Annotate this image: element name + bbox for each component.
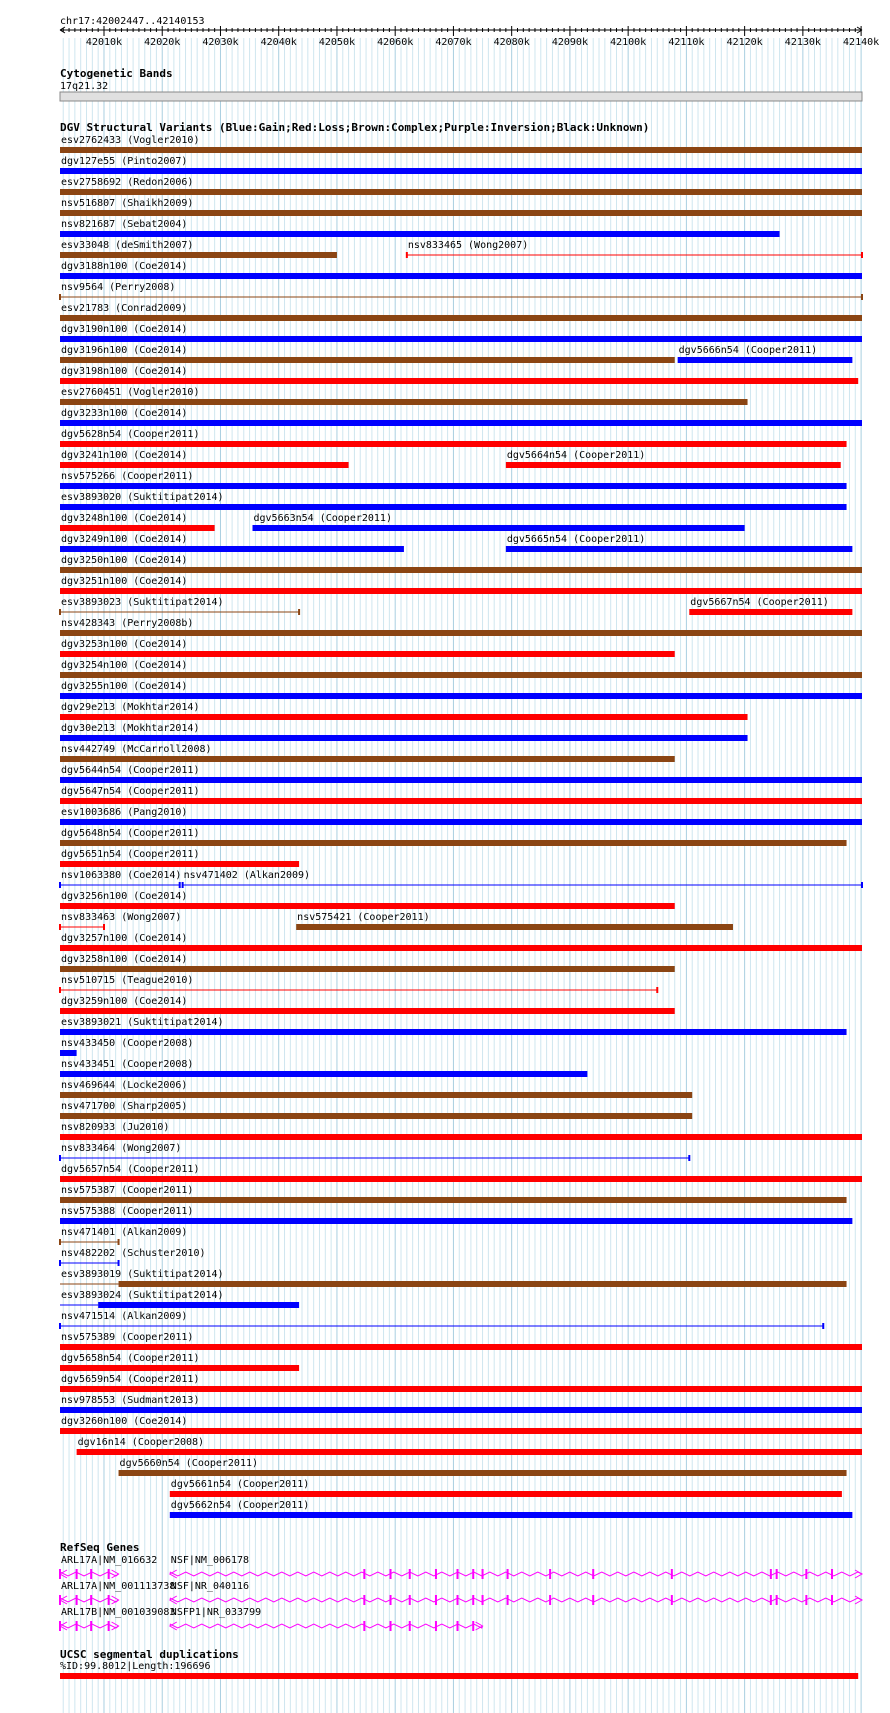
sv-label: nsv575388 (Cooper2011) [61,1206,194,1217]
gene-exon [90,1595,92,1605]
gene-exon [435,1595,437,1605]
sv-label: nsv471514 (Alkan2009) [61,1311,188,1322]
sv-feature-bar[interactable] [60,798,862,804]
sv-label: nsv442749 (McCarroll2008) [61,744,212,755]
sv-feature-bar[interactable] [60,1008,675,1014]
gene-exon [592,1595,594,1605]
gene-exon [409,1621,411,1631]
gene-label: ARL17A|NM_016632 [61,1555,158,1566]
ruler-tick-label: 42010k [85,37,123,48]
sv-label: dgv5647n54 (Cooper2011) [61,786,200,797]
gene-exon [472,1621,474,1631]
gene-exon [457,1569,459,1579]
sv-label: dgv3253n100 (Coe2014) [61,639,188,650]
sv-feature-bar[interactable] [60,777,862,783]
sv-feature-bar[interactable] [60,735,748,741]
sv-label: dgv5665n54 (Cooper2011) [506,534,646,545]
sv-feature-bar[interactable] [60,651,675,657]
sv-feature-bar[interactable] [60,903,675,909]
sv-label: dgv3260n100 (Coe2014) [61,1416,188,1427]
sv-feature-bar[interactable] [60,273,862,279]
sv-label: nsv433451 (Cooper2008) [61,1059,194,1070]
sv-label: dgv3259n100 (Coe2014) [61,996,188,1007]
sv-label: nsv575421 (Cooper2011) [297,912,430,923]
gene-exon [549,1569,551,1579]
sv-feature-bar[interactable] [77,1449,862,1455]
sv-feature-bar[interactable] [60,714,748,720]
gene-exon [76,1569,78,1579]
sv-label: dgv5659n54 (Cooper2011) [61,1374,200,1385]
sv-label: dgv3248n100 (Coe2014) [61,513,188,524]
sv-label: nsv510715 (Teague2010) [61,975,194,986]
sv-feature-bar[interactable] [678,357,853,363]
ruler-tick-label: 42070k [435,37,472,48]
gene-exon [671,1569,673,1579]
sv-label: dgv5648n54 (Cooper2011) [61,828,200,839]
sv-feature-bar[interactable] [60,399,748,405]
gene-intron-line[interactable] [170,1572,862,1576]
sv-feature-bar[interactable] [119,1281,847,1287]
sv-label: nsv516807 (Shaikh2009) [61,198,194,209]
gene-exon [390,1621,392,1631]
gene-exon [90,1621,92,1631]
sv-label: esv3893024 (Suktitipat2014) [61,1290,224,1301]
cyto-band-bar[interactable] [60,92,862,101]
ruler-tick-label: 42060k [377,37,414,48]
gene-exon [76,1621,78,1631]
sv-label: dgv5644n54 (Cooper2011) [61,765,200,776]
sv-label: nsv833463 (Wong2007) [61,912,182,923]
location-label: chr17:42002447..42140153 [60,16,205,27]
sv-feature-bar[interactable] [60,966,675,972]
sv-feature-bar[interactable] [170,1491,842,1497]
sv-label: dgv3198n100 (Coe2014) [61,366,188,377]
gene-exon [507,1595,509,1605]
sv-label: dgv5663n54 (Cooper2011) [253,513,392,524]
gene-exon [457,1621,459,1631]
gene-exon [770,1595,772,1605]
sv-label: dgv3233n100 (Coe2014) [61,408,188,419]
gene-exon [409,1569,411,1579]
gene-exon [435,1569,437,1579]
sv-feature-bar[interactable] [60,1176,862,1182]
gene-label: NSF|NR_040116 [170,1581,250,1592]
sv-label: nsv978553 (Sudmant2013) [61,1395,200,1406]
sv-feature-bar[interactable] [60,462,349,468]
gene-exon [776,1569,778,1579]
sv-feature-bar[interactable] [60,1344,862,1350]
sv-label: nsv821687 (Sebat2004) [61,219,188,230]
gene-intron-line[interactable] [170,1598,862,1602]
sv-label: esv2762433 (Vogler2010) [61,135,200,146]
gene-exon [435,1621,437,1631]
sv-feature-bar[interactable] [60,945,862,951]
sv-label: dgv3256n100 (Coe2014) [61,891,188,902]
sv-feature-bar[interactable] [60,357,675,363]
sv-label: nsv428343 (Perry2008b) [61,618,194,629]
ruler-tick-label: 42040k [260,37,297,48]
dgv-track [60,135,862,1518]
gene-exon [507,1569,509,1579]
sv-feature-bar[interactable] [60,210,862,216]
gene-label: NSFP1|NR_033799 [170,1607,262,1618]
sv-label: dgv3254n100 (Coe2014) [61,660,188,671]
gene-exon [831,1595,833,1605]
gene-exon [472,1569,474,1579]
sv-feature-bar[interactable] [60,1407,862,1413]
ruler-tick-label: 42050k [318,37,356,48]
sv-label: dgv30e213 (Mokhtar2014) [61,723,200,734]
sv-feature-bar[interactable] [506,462,841,468]
sv-label: dgv16n14 (Cooper2008) [77,1437,205,1448]
sv-label: dgv5667n54 (Cooper2011) [690,597,829,608]
gene-exon [76,1595,78,1605]
sv-label: dgv3251n100 (Coe2014) [61,576,188,587]
sv-label: esv3893019 (Suktitipat2014) [61,1269,224,1280]
gene-exon [671,1595,673,1605]
gene-exon [409,1595,411,1605]
sv-feature-bar[interactable] [60,504,847,510]
gene-exon [805,1595,807,1605]
sv-label: nsv833464 (Wong2007) [61,1143,182,1154]
cyto-band-label: 17q21.32 [60,81,109,92]
sv-feature-bar[interactable] [60,483,847,489]
gene-exon [108,1595,110,1605]
sv-label: esv33048 (deSmith2007) [61,240,194,251]
sv-feature-bar[interactable] [60,630,862,636]
sv-feature-bar[interactable] [60,441,847,447]
sv-feature-bar[interactable] [60,567,862,573]
ruler-tick-label: 42120k [726,37,763,48]
sv-label: dgv5658n54 (Cooper2011) [61,1353,200,1364]
sv-feature-bar[interactable] [689,609,852,615]
gene-exon [363,1569,365,1579]
gene-label: NSF|NM_006178 [170,1555,250,1566]
gene-exon [363,1595,365,1605]
sv-label: dgv3258n100 (Coe2014) [61,954,188,965]
cyto-track-title: Cytogenetic Bands [60,67,173,80]
ruler-tick-label: 42030k [202,37,239,48]
sv-feature-bar[interactable] [60,546,404,552]
ruler-tick-label: 42020k [144,37,181,48]
sv-feature-bar[interactable] [119,1470,847,1476]
sv-label: nsv575266 (Cooper2011) [61,471,194,482]
segdup-label: %ID:99.8012|Length:196696 [60,1661,211,1672]
sv-label: esv2760451 (Vogler2010) [61,387,200,398]
sv-label: esv2758692 (Redon2006) [61,177,194,188]
sv-label: dgv3255n100 (Coe2014) [61,681,188,692]
segdup-track-title: UCSC segmental duplications [60,1648,239,1661]
sv-feature-bar[interactable] [253,525,745,531]
sv-label: nsv1063380 (Coe2014) [61,870,182,881]
sv-feature-bar[interactable] [60,315,862,321]
sv-feature-bar[interactable] [60,378,858,384]
sv-feature-bar[interactable] [60,231,780,237]
sv-label: dgv5651n54 (Cooper2011) [61,849,200,860]
ruler-tick-label: 42080k [493,37,530,48]
sv-feature-bar[interactable] [60,1218,852,1224]
ruler-tick-label: 42090k [551,37,588,48]
gene-exon [776,1595,778,1605]
sv-feature-bar[interactable] [60,1029,847,1035]
sv-feature-bar[interactable] [60,756,675,762]
sv-feature-bar[interactable] [60,1428,862,1434]
sv-feature-bar[interactable] [60,672,862,678]
sv-feature-bar[interactable] [60,693,862,699]
sv-label: dgv3196n100 (Coe2014) [61,345,188,356]
sv-feature-bar[interactable] [60,1092,692,1098]
sv-label: nsv575389 (Cooper2011) [61,1332,194,1343]
sv-feature-bar[interactable] [60,1050,77,1056]
gene-exon [390,1569,392,1579]
refseq-track-title: RefSeq Genes [60,1541,140,1554]
gene-exon [592,1569,594,1579]
gene-exon [363,1621,365,1631]
dgv-track-title: DGV Structural Variants (Blue:Gain;Red:Loss;Brown:Complex;Purple:Inversion;Black:Unknown) [60,121,650,134]
sv-label: esv3893020 (Suktitipat2014) [61,492,224,503]
sv-feature-bar[interactable] [60,1197,847,1203]
sv-label: dgv3188n100 (Coe2014) [61,261,188,272]
sv-label: nsv833465 (Wong2007) [407,240,529,251]
sv-label: nsv9564 (Perry2008) [61,282,176,293]
gene-label: ARL17B|NM_001039083 [61,1607,176,1618]
sv-label: nsv820933 (Ju2010) [61,1122,170,1133]
gene-label: ARL17A|NM_001113738 [61,1581,176,1592]
sv-feature-bar[interactable] [60,420,862,426]
sv-label: dgv5660n54 (Cooper2011) [119,1458,259,1469]
sv-label: dgv3249n100 (Coe2014) [61,534,188,545]
sv-label: nsv575387 (Cooper2011) [61,1185,194,1196]
sv-label: dgv5657n54 (Cooper2011) [61,1164,200,1175]
gene-exon [472,1595,474,1605]
gene-exon [482,1595,484,1605]
sv-label: dgv5664n54 (Cooper2011) [506,450,646,461]
ruler-tick-label: 42140k [843,37,880,48]
sv-feature-bar[interactable] [60,252,337,258]
sv-feature-bar[interactable] [60,1386,862,1392]
sv-label: nsv471402 (Alkan2009) [183,870,311,881]
sv-label: dgv29e213 (Mokhtar2014) [61,702,200,713]
sv-feature-bar[interactable] [60,1071,587,1077]
sv-label: nsv482202 (Schuster2010) [61,1248,206,1259]
sv-feature-bar[interactable] [60,1134,862,1140]
ruler[interactable] [60,26,879,48]
sv-label: dgv3190n100 (Coe2014) [61,324,188,335]
sv-feature-bar[interactable] [60,588,862,594]
sv-feature-bar[interactable] [60,189,862,195]
gene-exon [549,1595,551,1605]
sv-feature-bar[interactable] [60,525,215,531]
sv-label: esv3893023 (Suktitipat2014) [61,597,224,608]
gene-exon [108,1569,110,1579]
sv-label: dgv5628n54 (Cooper2011) [61,429,200,440]
gene-exon [805,1569,807,1579]
sv-label: esv3893021 (Suktitipat2014) [61,1017,224,1028]
gene-exon [457,1595,459,1605]
sv-label: dgv5661n54 (Cooper2011) [170,1479,310,1490]
sv-feature-bar[interactable] [60,168,862,174]
sv-label: esv1003686 (Pang2010) [61,807,188,818]
sv-feature-bar[interactable] [60,147,862,153]
sv-feature-bar[interactable] [60,819,862,825]
sv-feature-bar[interactable] [60,1113,692,1119]
sv-label: dgv3241n100 (Coe2014) [61,450,188,461]
sv-label: dgv3250n100 (Coe2014) [61,555,188,566]
gene-exon [90,1569,92,1579]
sv-label: esv21783 (Conrad2009) [61,303,188,314]
ruler-tick-label: 42110k [668,37,705,48]
sv-feature-bar[interactable] [60,1365,299,1371]
ruler-tick-label: 42130k [784,37,821,48]
gene-exon [108,1621,110,1631]
sv-label: dgv5666n54 (Cooper2011) [678,345,818,356]
gene-exon [831,1569,833,1579]
sv-feature-bar[interactable] [170,1512,853,1518]
sv-label: dgv127e55 (Pinto2007) [61,156,188,167]
sv-label: dgv3257n100 (Coe2014) [61,933,188,944]
sv-feature-bar[interactable] [506,546,853,552]
gene-exon [770,1569,772,1579]
sv-feature-bar[interactable] [296,924,733,930]
sv-feature-bar[interactable] [60,861,299,867]
sv-label: nsv471700 (Sharp2005) [61,1101,188,1112]
ruler-tick-label: 42100k [610,37,647,48]
sv-feature-bar[interactable] [98,1302,299,1308]
sv-label: dgv5662n54 (Cooper2011) [170,1500,310,1511]
gene-exon [390,1595,392,1605]
sv-feature-bar[interactable] [60,336,862,342]
sv-label: nsv433450 (Cooper2008) [61,1038,194,1049]
sv-label: nsv471401 (Alkan2009) [61,1227,188,1238]
segdup-bar[interactable] [60,1673,858,1679]
sv-label: nsv469644 (Locke2006) [61,1080,188,1091]
segdup-track [60,1673,858,1679]
gene-exon [482,1569,484,1579]
sv-feature-bar[interactable] [60,840,847,846]
